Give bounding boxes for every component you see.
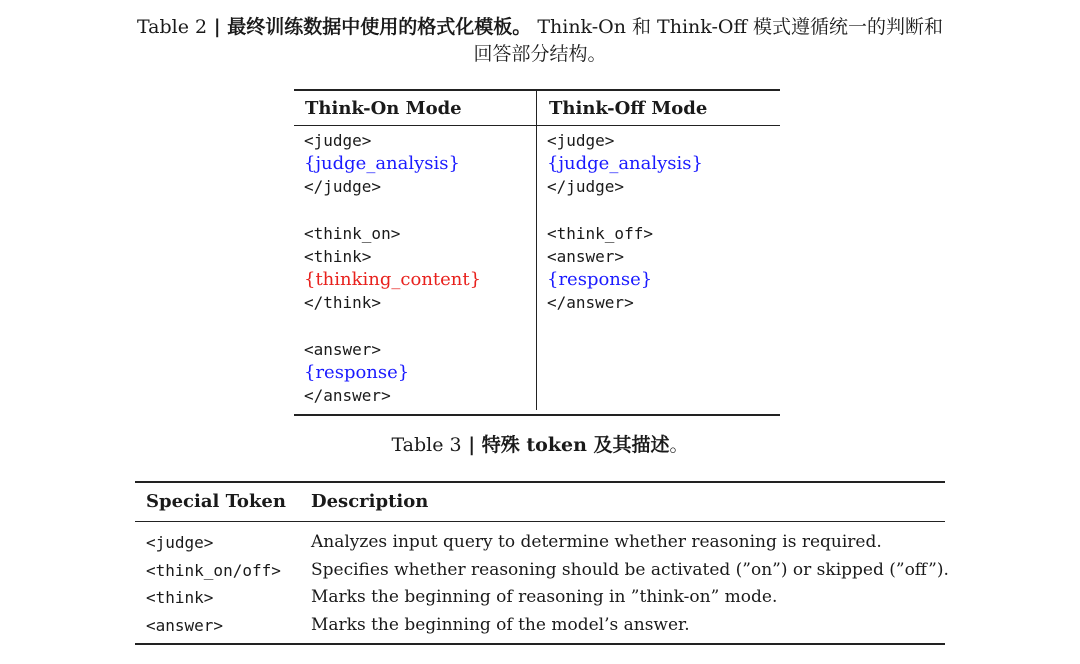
template-tag-line: </answer> xyxy=(547,293,634,313)
table3-caption-title: 特殊 token 及其描述 xyxy=(481,434,670,456)
header-rule xyxy=(135,521,945,522)
description-cell: Specifies whether reasoning should be activated (”on”) or skipped (”off”). xyxy=(311,559,949,580)
description-cell: Analyzes input query to determine whether reasoning is required. xyxy=(311,532,882,552)
table2-label: Table 2 xyxy=(136,16,208,38)
table3-label: Table 3 xyxy=(391,434,462,456)
table-row xyxy=(135,557,949,584)
template-tag-line: </answer> xyxy=(304,386,391,406)
template-tag-line: <judge> xyxy=(304,131,372,150)
template-tag-line xyxy=(304,315,481,338)
template-placeholder-line: {thinking_content} xyxy=(304,269,482,291)
template-placeholder-line: {judge_analysis} xyxy=(547,153,703,175)
template-tag-line xyxy=(304,199,481,222)
token-column-header: Special Token xyxy=(146,491,286,512)
table-row xyxy=(135,612,945,639)
token-cell: <judge> xyxy=(146,533,214,552)
think-on-template xyxy=(304,129,481,407)
template-tag-line: <answer> xyxy=(547,246,625,266)
description-cell: Marks the beginning of reasoning in ”think-on” mode. xyxy=(311,587,778,607)
table2-caption-sep: | xyxy=(207,16,228,38)
template-tag-line: </judge> xyxy=(304,177,382,197)
think-off-template xyxy=(547,129,703,315)
template-tag-line: <answer> xyxy=(304,339,382,359)
column-divider xyxy=(536,91,537,410)
template-tag-line: </judge> xyxy=(547,177,625,197)
description-column-header: Description xyxy=(311,491,429,512)
table2-caption xyxy=(0,14,1080,68)
table2-caption-line2: 回答部分结构。 xyxy=(473,43,607,65)
table3-caption-end: 。 xyxy=(669,434,689,456)
template-placeholder-line: {judge_analysis} xyxy=(304,153,460,175)
token-cell: <answer> xyxy=(146,615,224,635)
template-tag-line: <think> xyxy=(304,246,372,266)
template-table xyxy=(294,89,780,416)
special-token-table xyxy=(135,481,949,645)
table3-caption xyxy=(0,432,1080,459)
header-rule xyxy=(294,125,780,126)
template-tag-line: </think> xyxy=(304,293,382,313)
template-tag-line: <judge> xyxy=(547,131,615,150)
think-off-header: Think-Off Mode xyxy=(549,98,708,119)
template-placeholder-line: {response} xyxy=(304,361,410,383)
think-on-header: Think-On Mode xyxy=(305,98,462,119)
template-tag-line: <think_on> xyxy=(304,223,401,243)
token-cell: <think> xyxy=(146,588,214,607)
table2-caption-text: Think-On 和 Think-Off 模式遵循统一的判断和 xyxy=(531,16,943,38)
template-tag-line: <think_off> xyxy=(547,223,653,243)
table-row xyxy=(135,584,945,611)
template-placeholder-line: {response} xyxy=(547,269,653,291)
table-row xyxy=(135,529,945,556)
table3-caption-sep: | xyxy=(461,434,482,456)
template-tag-line xyxy=(547,199,703,222)
table2-caption-title: 最终训练数据中使用的格式化模板。 xyxy=(227,16,532,38)
table2-caption-line1 xyxy=(0,14,1080,41)
token-cell: <think_on/off> xyxy=(146,560,281,580)
description-cell: Marks the beginning of the model’s answer. xyxy=(311,614,690,635)
